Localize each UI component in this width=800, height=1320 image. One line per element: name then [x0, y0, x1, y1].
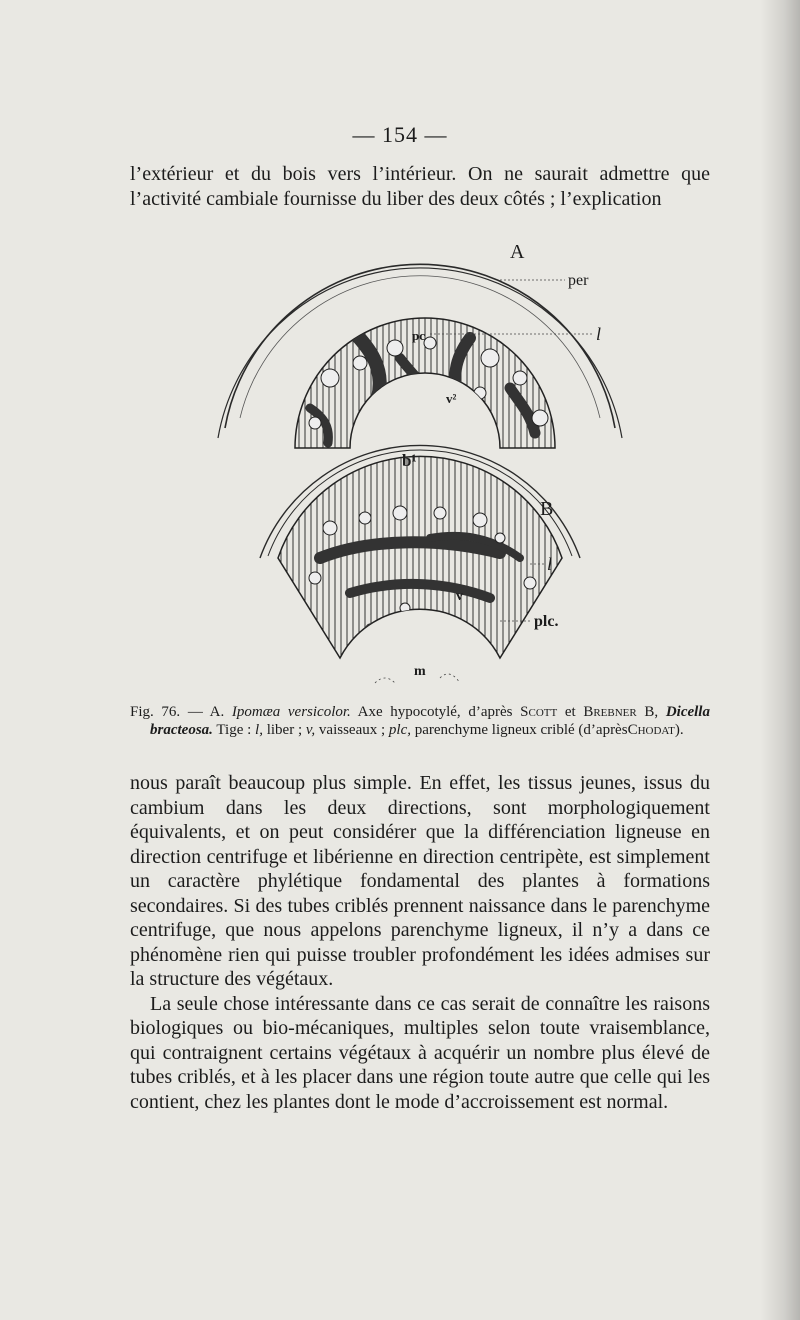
figure-76-illustration [200, 238, 640, 698]
caption-vaisseaux: vaisseaux ; [318, 722, 386, 738]
caption-v-code: v, [305, 722, 316, 738]
caption-author-1: Scott [520, 704, 558, 720]
caption-end: ). [674, 722, 684, 738]
page-edge-shadow [760, 0, 800, 1320]
label-l-bottom: l [547, 554, 553, 574]
caption-dash: — [187, 704, 203, 720]
caption-liber: liber ; [266, 722, 303, 738]
page-number: — 154 — [352, 122, 448, 147]
caption-author-3: Chodat [627, 722, 675, 738]
label-l-top: l [596, 324, 602, 344]
caption-l-code: l, [255, 722, 263, 738]
caption-and: et [564, 704, 576, 720]
caption-author-2: Brebner [583, 704, 637, 720]
intro-paragraph [130, 162, 710, 211]
label-b: B [540, 498, 554, 520]
body-text [130, 771, 710, 1114]
caption-plc-code: plc, [388, 722, 411, 738]
caption-part-a: Axe hypocotylé, d’après [357, 704, 513, 720]
section-b-drawing [260, 445, 580, 683]
intro-text: l’extérieur et du bois vers l’intérieur. On ne saurait admettre que l’activité cambiale fournisse du liber des deux côtés ; l’explication [130, 163, 710, 210]
label-per: per [568, 272, 589, 289]
label-plc: plc. [534, 613, 559, 630]
label-pc: pc [412, 328, 425, 343]
caption-parenchyme: parenchyme ligneux criblé (d’après [414, 722, 628, 738]
caption-a-label: A. [209, 704, 225, 720]
label-v: v [456, 589, 463, 604]
caption-b-label: B, [644, 704, 659, 720]
caption-species-b: Dicella bracteosa. [150, 704, 710, 738]
body-paragraph-1: nous paraît beaucoup plus simple. En effet, les tissus jeunes, issus du cambium dans les deux directions, sont morphologiquement équivalents, et on peut considérer que la différenciation ligneuse en direction centrifuge et libérienne en direction centripète, est simplement un caractère phylétique fondamental des plantes à formations secondaires. Si des tubes criblés prennent naissance dans le parenchyme centrifuge, que nous appelons parenchyme ligneux, il n’y a dans ce phénomène rien qui puisse troubler profondément les idées admises sur la structure des végétaux. [130, 772, 710, 990]
caption-species-a: Ipomæa versicolor. [231, 704, 351, 720]
section-a-drawing [218, 264, 622, 448]
body-paragraph-2: La seule chose intéressante dans ce cas serait de connaître les raisons biologiques ou bio-mécaniques, multiples selon toute vraisemblance, qui contraignent certains végétaux à acquérir un nombre plus élevé de tubes criblés, et à les placer dans une région toute autre que celle qui les contient, chez les plantes dont le mode d’accroissement est normal. [130, 992, 710, 1113]
figure-caption [130, 703, 710, 739]
caption-fig-number: Fig. 76. [130, 704, 181, 720]
label-a: A [510, 241, 525, 263]
caption-tige: Tige : [216, 722, 252, 738]
label-v2: v² [446, 391, 457, 406]
label-m: m [414, 664, 426, 679]
